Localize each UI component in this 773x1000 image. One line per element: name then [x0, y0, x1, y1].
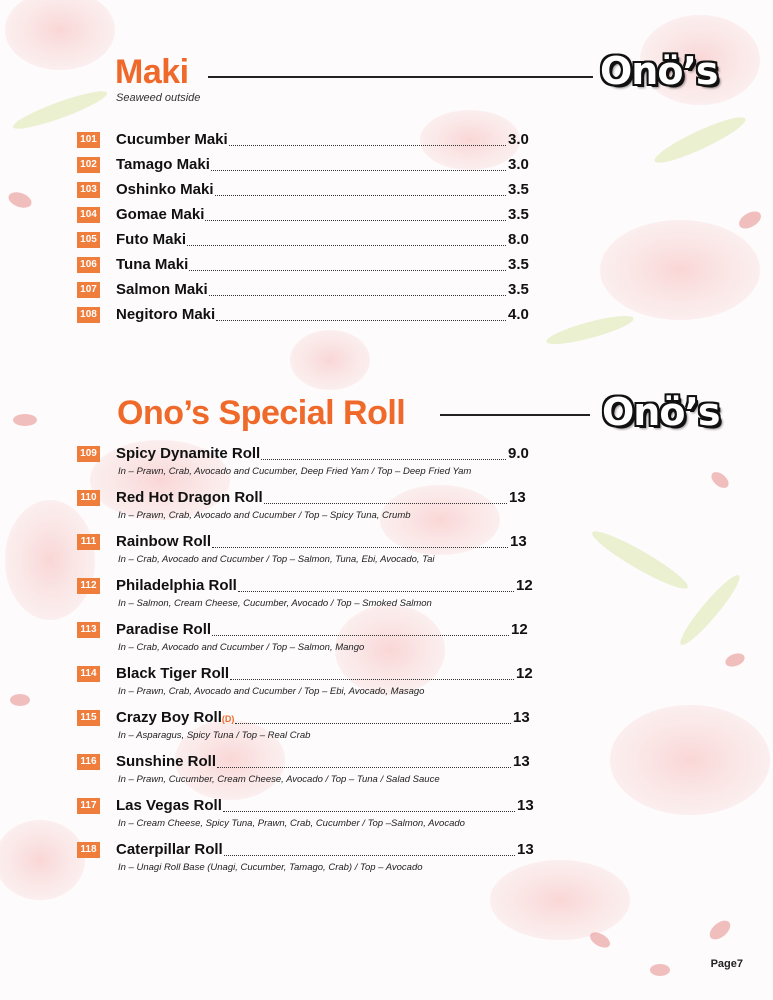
item-name: Black Tiger Roll: [116, 665, 230, 682]
dot-leader: [264, 503, 507, 504]
item-number-badge: 115: [77, 710, 100, 726]
dot-leader: [212, 635, 509, 636]
item-number-badge: 112: [77, 578, 100, 594]
item-number-badge: 104: [77, 207, 100, 223]
item-name: Tuna Maki: [116, 256, 189, 273]
item-price: 4.0: [508, 306, 529, 323]
dot-leader: [209, 295, 506, 296]
section-subtitle-maki: Seaweed outside: [116, 92, 201, 104]
item-description: In – Salmon, Cream Cheese, Cucumber, Avocado / Top – Smoked Salmon: [118, 598, 432, 609]
item-number-badge: 107: [77, 282, 100, 298]
item-price: 12: [516, 665, 533, 682]
item-number-badge: 106: [77, 257, 100, 273]
item-number-badge: 113: [77, 622, 100, 638]
item-name: Las Vegas Roll: [116, 797, 222, 814]
page-number: Page7: [710, 958, 743, 970]
item-number-badge: 117: [77, 798, 100, 814]
item-number-badge: 110: [77, 490, 100, 506]
item-name: Crazy Boy Roll(D): [116, 709, 235, 726]
item-price: 13: [513, 709, 530, 726]
item-number-badge: 116: [77, 754, 100, 770]
item-description: In – Cream Cheese, Spicy Tuna, Prawn, Crab, Cucumber / Top –Salmon, Avocado: [118, 818, 465, 829]
item-price: 3.5: [508, 256, 529, 273]
dot-leader: [216, 320, 506, 321]
onos-logo-bottom: Onö’s: [602, 390, 720, 434]
item-price: 13: [517, 841, 534, 858]
item-name: Oshinko Maki: [116, 181, 214, 198]
item-name: Caterpillar Roll: [116, 841, 223, 858]
item-name: Paradise Roll: [116, 621, 212, 638]
dot-leader: [217, 767, 511, 768]
dot-leader: [235, 723, 511, 724]
item-price: 13: [513, 753, 530, 770]
item-name: Futo Maki: [116, 231, 186, 248]
item-name: Salmon Maki: [116, 281, 208, 298]
item-description: In – Prawn, Crab, Avocado and Cucumber / Top – Spicy Tuna, Crumb: [118, 510, 411, 521]
item-description: In – Crab, Avocado and Cucumber / Top – Salmon, Tuna, Ebi, Avocado, Tai: [118, 554, 435, 565]
dot-leader: [189, 270, 506, 271]
item-description: In – Prawn, Crab, Avocado and Cucumber, Deep Fried Yam / Top – Deep Fried Yam: [118, 466, 472, 477]
section-title-maki: Maki: [115, 53, 189, 91]
dot-leader: [261, 459, 506, 460]
dot-leader: [205, 220, 506, 221]
onos-logo-top: Onö’s: [600, 49, 718, 93]
item-name: Cucumber Maki: [116, 131, 228, 148]
item-name: Philadelphia Roll: [116, 577, 237, 594]
dot-leader: [229, 145, 506, 146]
section-title-special-roll: Ono’s Special Roll: [117, 394, 406, 432]
item-name: Negitoro Maki: [116, 306, 216, 323]
item-price: 9.0: [508, 445, 529, 462]
item-price: 8.0: [508, 231, 529, 248]
item-price: 3.5: [508, 206, 529, 223]
item-description: In – Crab, Avocado and Cucumber / Top – Salmon, Mango: [118, 642, 365, 653]
item-number-badge: 105: [77, 232, 100, 248]
section-rule-maki: [208, 76, 593, 78]
item-number-badge: 118: [77, 842, 100, 858]
item-note: (D): [221, 714, 235, 724]
item-number-badge: 109: [77, 446, 100, 462]
item-number-badge: 103: [77, 182, 100, 198]
item-price: 3.5: [508, 281, 529, 298]
dot-leader: [211, 170, 506, 171]
item-number-badge: 111: [77, 534, 100, 550]
dot-leader: [230, 679, 514, 680]
item-price: 3.0: [508, 131, 529, 148]
item-name: Sunshine Roll: [116, 753, 217, 770]
item-name: Red Hot Dragon Roll: [116, 489, 263, 506]
item-name: Tamago Maki: [116, 156, 210, 173]
item-description: In – Prawn, Cucumber, Cream Cheese, Avocado / Top – Tuna / Salad Sauce: [118, 774, 440, 785]
dot-leader: [212, 547, 508, 548]
dot-leader: [238, 591, 514, 592]
item-price: 13: [509, 489, 526, 506]
item-number-badge: 108: [77, 307, 100, 323]
item-number-badge: 102: [77, 157, 100, 173]
dot-leader: [223, 811, 515, 812]
section-rule-special-roll: [440, 414, 590, 416]
item-price: 13: [510, 533, 527, 550]
item-description: In – Unagi Roll Base (Unagi, Cucumber, Tamago, Crab) / Top – Avocado: [118, 862, 423, 873]
item-price: 3.5: [508, 181, 529, 198]
item-price: 3.0: [508, 156, 529, 173]
dot-leader: [224, 855, 515, 856]
item-description: In – Prawn, Crab, Avocado and Cucumber / Top – Ebi, Avocado, Masago: [118, 686, 425, 697]
dot-leader: [187, 245, 506, 246]
item-name: Gomae Maki: [116, 206, 205, 223]
dot-leader: [215, 195, 506, 196]
item-price: 12: [511, 621, 528, 638]
item-price: 12: [516, 577, 533, 594]
item-name: Rainbow Roll: [116, 533, 211, 550]
item-price: 13: [517, 797, 534, 814]
item-name: Spicy Dynamite Roll: [116, 445, 261, 462]
item-number-badge: 114: [77, 666, 100, 682]
item-number-badge: 101: [77, 132, 100, 148]
item-description: In – Asparagus, Spicy Tuna / Top – Real Crab: [118, 730, 311, 741]
